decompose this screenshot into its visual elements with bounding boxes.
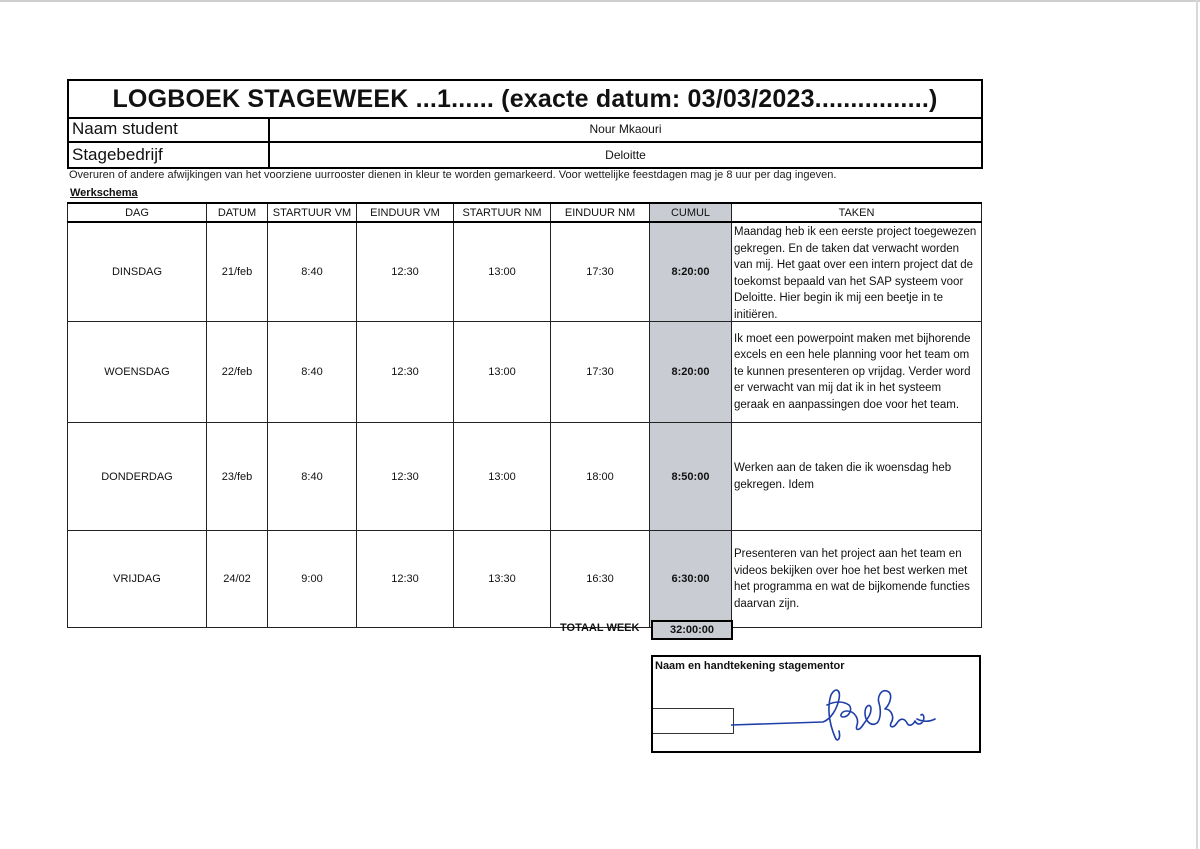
company-label: Stagebedrijf [69,143,270,167]
cell-cumul: 8:20:00 [650,222,732,322]
page-title: LOGBOEK STAGEWEEK ...1...... (exacte datum: 03/03/2023................) [112,84,938,113]
table-row [68,423,982,531]
cell-einduur-vm: 12:30 [357,531,454,628]
cell-startuur-vm: 8:40 [268,423,357,531]
table-row [68,322,982,423]
title-box [67,79,983,119]
cell-taken [732,531,982,628]
cell-cumul: 6:30:00 [650,531,732,628]
schedule-table [67,202,982,628]
col-header-dag: DAG [68,203,207,222]
table-header-row [68,203,982,222]
col-header-einduur-vm: EINDUUR VM [357,203,454,222]
cell-startuur-nm: 13:30 [454,531,551,628]
cell-datum: 22/feb [207,322,268,423]
mentor-signature-box [651,655,981,753]
cell-startuur-vm: 9:00 [268,531,357,628]
col-header-datum: DATUM [207,203,268,222]
cell-dag: DINSDAG [68,222,207,322]
cell-startuur-nm: 13:00 [454,222,551,322]
cell-cumul: 8:20:00 [650,322,732,423]
cell-dag: VRIJDAG [68,531,207,628]
cell-einduur-nm: 18:00 [551,423,650,531]
overtime-note: Overuren of andere afwijkingen van het voorziene uurrooster dienen in kleur te worden gemarkeerd. Voor wettelijke feestdagen mag je 8 uur per dag ingeven. [69,169,837,181]
cell-einduur-vm: 12:30 [357,322,454,423]
student-name: Nour Mkaouri [589,122,662,136]
scan-edge-top [0,0,1200,2]
cell-startuur-vm: 8:40 [268,322,357,423]
cell-einduur-nm: 16:30 [551,531,650,628]
cell-datum: 24/02 [207,531,268,628]
cell-datum: 23/feb [207,423,268,531]
cell-einduur-nm: 17:30 [551,322,650,423]
table-row [68,531,982,628]
cell-datum: 21/feb [207,222,268,322]
cell-einduur-vm: 12:30 [357,222,454,322]
section-label: Werkschema [70,187,138,199]
signature-icon [731,679,941,749]
cell-taken-text: Werken aan de taken die ik woensdag heb gekregen. Idem [734,462,952,491]
cell-taken [732,222,982,322]
mentor-label: Naam en handtekening stagementor [655,660,845,672]
col-header-startuur-nm: STARTUUR NM [454,203,551,222]
mentor-name-field [653,708,734,734]
cell-startuur-nm: 13:00 [454,322,551,423]
col-header-einduur-nm: EINDUUR NM [551,203,650,222]
cell-startuur-vm: 8:40 [268,222,357,322]
student-label: Naam student [69,117,270,141]
cell-einduur-vm: 12:30 [357,423,454,531]
scan-edge-right [1196,0,1198,849]
cell-dag: WOENSDAG [68,322,207,423]
company-row [67,143,983,169]
total-week-label: TOTAAL WEEK [560,622,640,634]
cell-dag: DONDERDAG [68,423,207,531]
cell-einduur-nm: 17:30 [551,222,650,322]
cell-taken-text: Ik moet een powerpoint maken met bijhorende excels en een hele planning voor het team om te kunnen presenteren op vrijdag. Verder word er verwacht van mij dat ik in het systeem geraak en aanpassingen doe voor het team. [734,332,971,411]
cell-taken [732,322,982,423]
student-row [67,117,983,143]
col-header-taken: TAKEN [732,203,982,222]
cell-startuur-nm: 13:00 [454,423,551,531]
col-header-startuur-vm: STARTUUR VM [268,203,357,222]
total-week-value: 32:00:00 [651,620,733,640]
cell-taken-text: Maandag heb ik een eerste project toegewezen gekregen. En de taken dat verwacht worden van mij. Het gaat over een intern project dat de toekomst bepaald van het SAP systeem voor Deloitte. Hier begin ik mij een beetje in te initiëren. [734,226,977,320]
cell-taken-text: Presenteren van het project aan het team en videos bekijken over hoe het best werken met het programma en wat de bijkomende functies daarvan zijn. [734,548,970,610]
col-header-cumul: CUMUL [650,203,732,222]
cell-taken [732,423,982,531]
table-row [68,222,982,322]
company-name: Deloitte [605,148,646,162]
cell-cumul: 8:50:00 [650,423,732,531]
